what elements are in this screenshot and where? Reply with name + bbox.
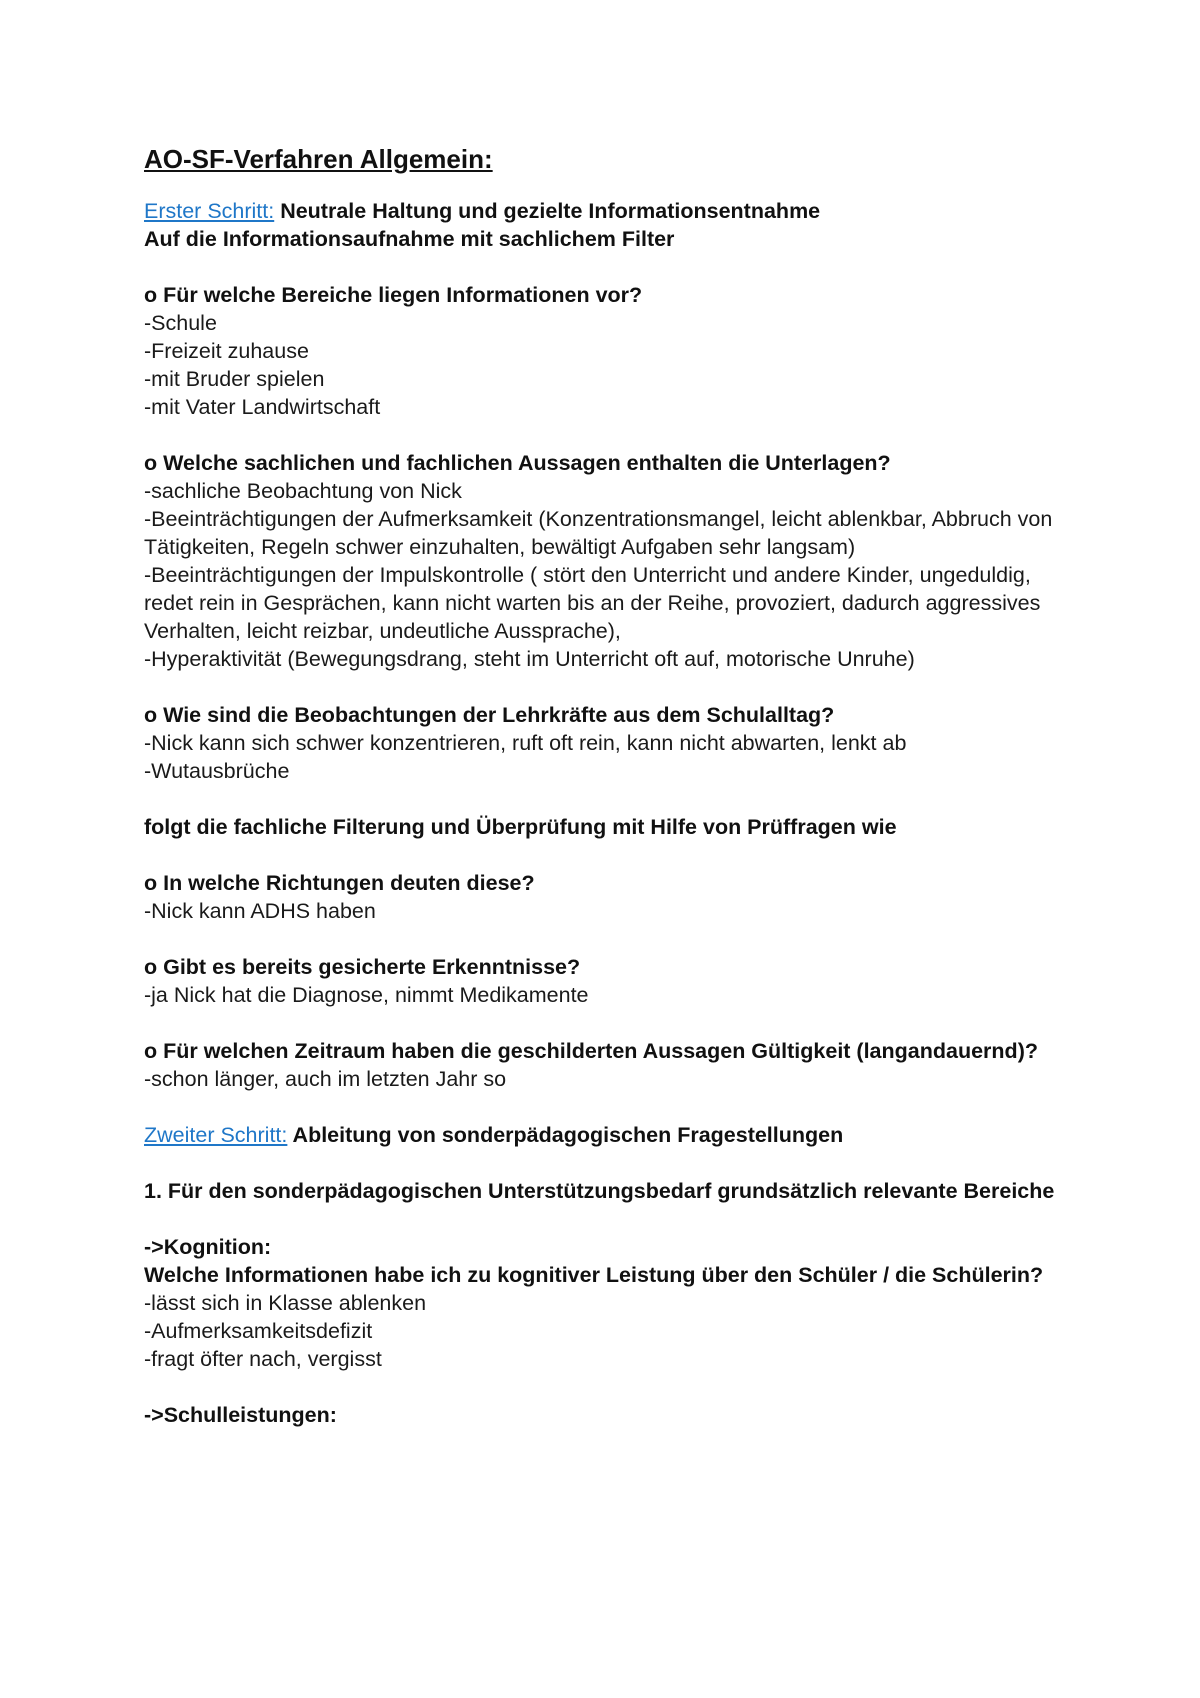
answer-item: -mit Bruder spielen bbox=[144, 367, 325, 391]
answer-item: -Schule bbox=[144, 311, 217, 335]
answer-item: -ja Nick hat die Diagnose, nimmt Medikamente bbox=[144, 983, 589, 1007]
filter-intro: folgt die fachliche Filterung und Überprüfung mit Hilfe von Prüffragen wie bbox=[144, 815, 897, 839]
answer-item: -Hyperaktivität (Bewegungsdrang, steht im Unterricht oft auf, motorische Unruhe) bbox=[144, 647, 915, 671]
step2-heading-line bbox=[144, 1121, 1084, 1149]
question-findings: o Gibt es bereits gesicherte Erkenntnisse? bbox=[144, 955, 581, 979]
question-directions: o In welche Richtungen deuten diese? bbox=[144, 871, 535, 895]
question-statements: o Welche sachlichen und fachlichen Aussagen enthalten die Unterlagen? bbox=[144, 451, 891, 475]
step2-link[interactable]: Zweiter Schritt: bbox=[144, 1123, 288, 1147]
answer-item: -Beeinträchtigungen der Aufmerksamkeit (Konzentrationsmangel, leicht ablenkbar, Abbruch von Tätigkeiten, Regeln schwer einzuhalten, bewältigt Aufgaben sehr langsam) bbox=[144, 507, 1053, 559]
step1-link[interactable]: Erster Schritt: bbox=[144, 199, 275, 223]
answer-item: -Wutausbrüche bbox=[144, 759, 290, 783]
step1-heading-line bbox=[144, 197, 1084, 225]
answer-item: -Beeinträchtigungen der Impulskontrolle ( stört den Unterricht und andere Kinder, ungeduldig, redet rein in Gesprächen, kann nicht warten bis an der Reihe, provoziert, dadurch aggressives Verhalten, leicht reizbar, undeutliche Aussprache), bbox=[144, 563, 1041, 643]
answer-item: -Nick kann ADHS haben bbox=[144, 899, 376, 923]
document-page bbox=[144, 141, 1084, 1429]
answer-item: -Freizeit zuhause bbox=[144, 339, 309, 363]
answer-item: -sachliche Beobachtung von Nick bbox=[144, 479, 462, 503]
document-title: AO-SF-Verfahren Allgemein: bbox=[144, 144, 493, 174]
kognition-label: ->Kognition: bbox=[144, 1235, 272, 1259]
question-timeframe: o Für welchen Zeitraum haben die geschilderten Aussagen Gültigkeit (langandauernd)? bbox=[144, 1039, 1038, 1063]
question-teacher-observations: o Wie sind die Beobachtungen der Lehrkräfte aus dem Schulalltag? bbox=[144, 703, 835, 727]
answer-item: -Nick kann sich schwer konzentrieren, ruft oft rein, kann nicht abwarten, lenkt ab bbox=[144, 731, 907, 755]
answer-item: -lässt sich in Klasse ablenken bbox=[144, 1291, 427, 1315]
step1-heading: Neutrale Haltung und gezielte Informationsentnahme bbox=[274, 199, 821, 223]
schulleistungen-label: ->Schulleistungen: bbox=[144, 1403, 337, 1427]
answer-item: -schon länger, auch im letzten Jahr so bbox=[144, 1067, 507, 1091]
question-areas: o Für welche Bereiche liegen Informationen vor? bbox=[144, 283, 643, 307]
section-relevant-areas: 1. Für den sonderpädagogischen Unterstützungsbedarf grundsätzlich relevante Bereiche bbox=[144, 1179, 1055, 1203]
kognition-question: Welche Informationen habe ich zu kognitiver Leistung über den Schüler / die Schülerin? bbox=[144, 1263, 1044, 1287]
answer-item: -mit Vater Landwirtschaft bbox=[144, 395, 381, 419]
answer-item: -fragt öfter nach, vergisst bbox=[144, 1347, 382, 1371]
step1-subheading: Auf die Informationsaufnahme mit sachlichem Filter bbox=[144, 227, 675, 251]
step2-heading: Ableitung von sonderpädagogischen Fragestellungen bbox=[287, 1123, 844, 1147]
answer-item: -Aufmerksamkeitsdefizit bbox=[144, 1319, 373, 1343]
